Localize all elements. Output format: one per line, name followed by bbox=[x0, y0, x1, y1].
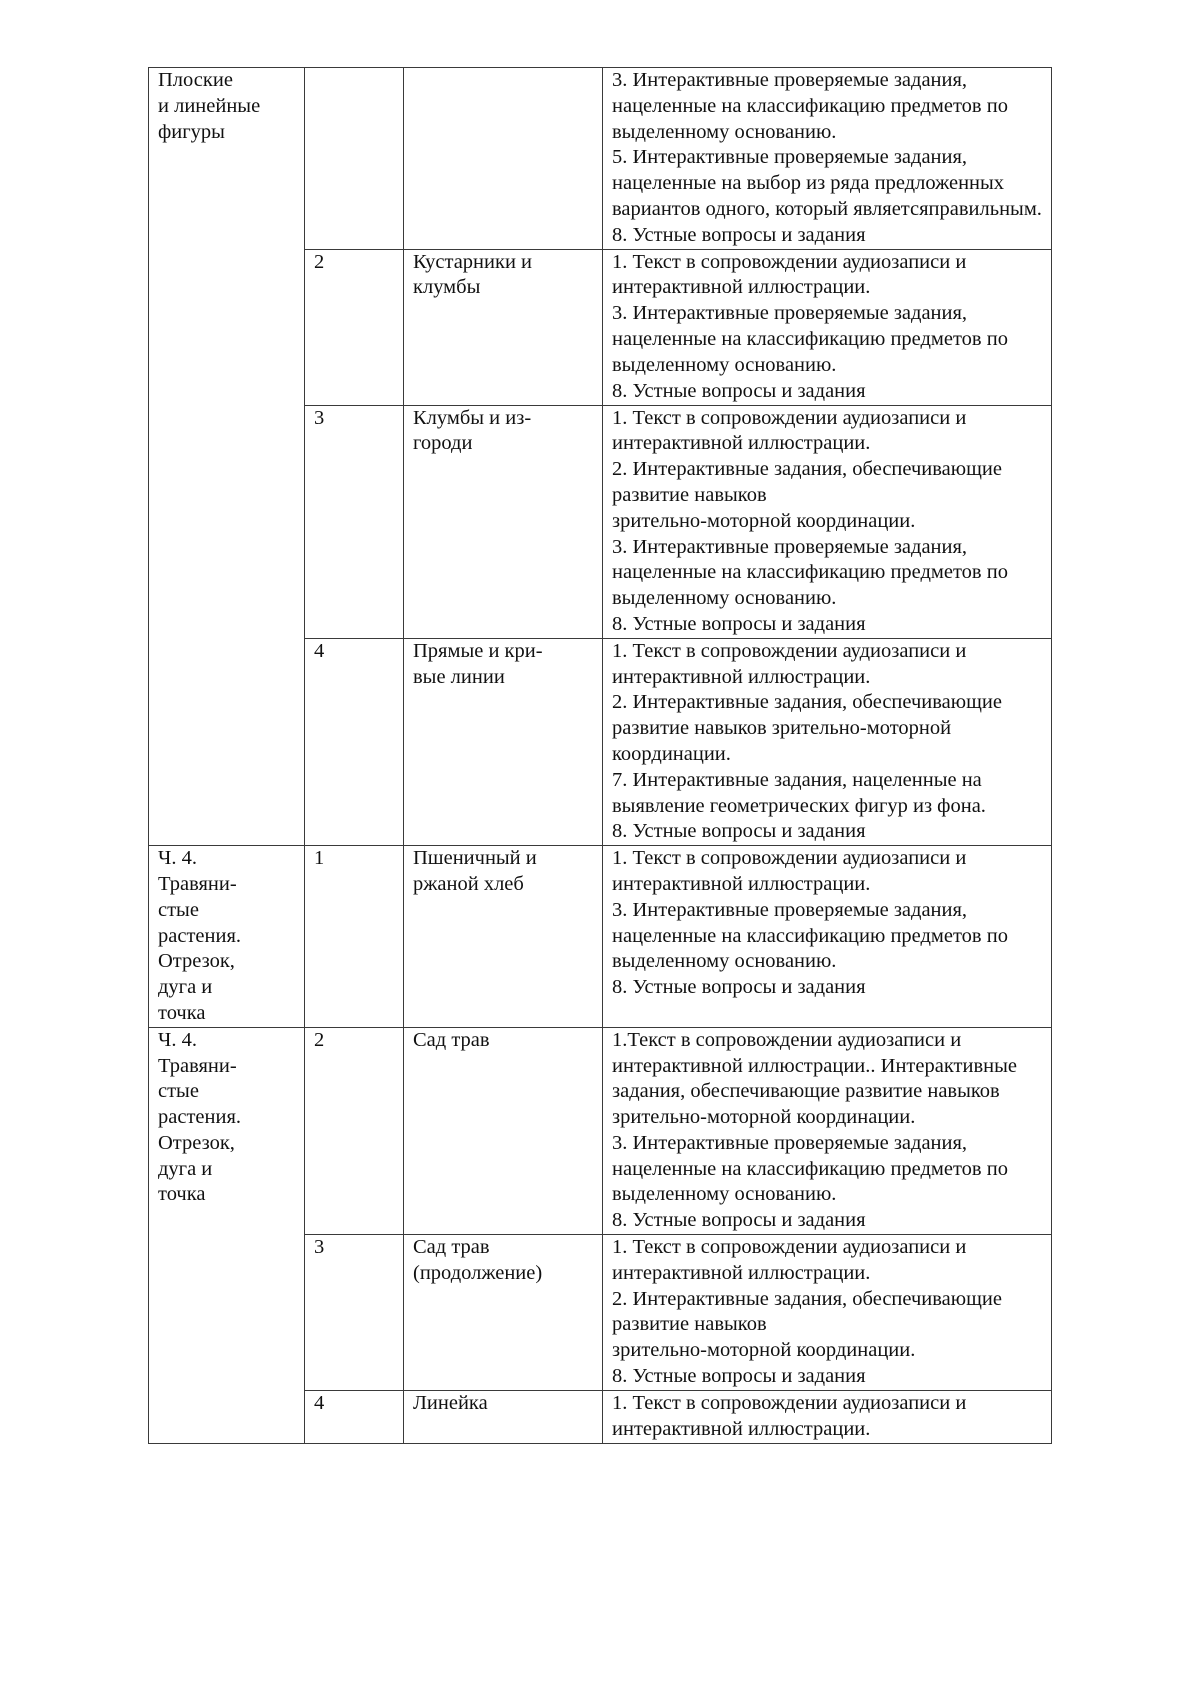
lesson-number-cell: 3 bbox=[305, 1235, 404, 1391]
content-line: 8. Устные вопросы и задания bbox=[612, 379, 866, 402]
topic-line: Травяни- bbox=[158, 1054, 237, 1077]
lesson-number-cell: 3 bbox=[305, 405, 404, 638]
topic-line: и линейные bbox=[158, 94, 261, 117]
content-line: 8. Устные вопросы и задания bbox=[612, 223, 866, 246]
lesson-content-cell bbox=[603, 846, 1052, 1028]
content-line: нацеленные на классификацию предметов по bbox=[612, 924, 1008, 947]
content-line: 1. Текст в сопровождении аудиозаписи и bbox=[612, 250, 967, 273]
topic-line: Травяни- bbox=[158, 872, 237, 895]
topic-line: фигуры bbox=[158, 120, 225, 143]
lesson-title-cell bbox=[404, 638, 603, 845]
lesson-number-cell: 4 bbox=[305, 1391, 404, 1444]
content-line: развитие навыков bbox=[612, 483, 767, 506]
content-line: 2. Интерактивные задания, обеспечивающие bbox=[612, 1287, 1002, 1310]
lesson-title-cell bbox=[404, 846, 603, 1028]
content-line: интерактивной иллюстрации. bbox=[612, 1261, 871, 1284]
content-line: зрительно-моторной координации. bbox=[612, 1339, 916, 1362]
title-line: Сад трав bbox=[413, 1236, 490, 1259]
lesson-number-cell: 4 bbox=[305, 638, 404, 845]
topic-cell bbox=[149, 68, 305, 846]
lesson-number-cell: 1 bbox=[305, 846, 404, 1028]
title-line: Сад трав bbox=[413, 1028, 490, 1051]
lesson-title-cell bbox=[404, 1391, 603, 1444]
topic-line: Плоские bbox=[158, 69, 233, 91]
title-line: Прямые и кри- bbox=[413, 639, 543, 662]
lesson-plan-table bbox=[148, 67, 1052, 1444]
content-line: выделенному основанию. bbox=[612, 587, 837, 610]
content-line: развитие навыков bbox=[612, 1313, 767, 1336]
content-line: 8. Устные вопросы и задания bbox=[612, 1209, 866, 1232]
content-line: зрительно-моторной координации. bbox=[612, 1106, 916, 1129]
content-line: развитие навыков зрительно-моторной bbox=[612, 717, 952, 740]
content-line: нацеленные на классификацию предметов по bbox=[612, 1157, 1008, 1180]
content-line: нацеленные на выбор из ряда предложенных bbox=[612, 172, 1005, 195]
title-line: Клумбы и из- bbox=[413, 406, 532, 429]
content-line: координации. bbox=[612, 742, 731, 765]
table-row bbox=[149, 1027, 1052, 1234]
title-line: вые линии bbox=[413, 665, 505, 688]
content-line: 3. Интерактивные проверяемые задания, bbox=[612, 535, 968, 558]
lesson-content-cell bbox=[603, 1235, 1052, 1391]
lesson-content-cell bbox=[603, 249, 1052, 405]
title-line: клумбы bbox=[413, 276, 481, 299]
lesson-content-cell bbox=[603, 405, 1052, 638]
content-line: 1. Текст в сопровождении аудиозаписи и bbox=[612, 639, 967, 662]
topic-line: дуга и bbox=[158, 976, 213, 999]
content-line: 1. Текст в сопровождении аудиозаписи и bbox=[612, 1236, 967, 1259]
title-line: Пшеничный и bbox=[413, 847, 537, 870]
content-line: 8. Устные вопросы и задания bbox=[612, 976, 866, 999]
content-line: интерактивной иллюстрации. bbox=[612, 665, 871, 688]
content-line: нацеленные на классификацию предметов по bbox=[612, 94, 1008, 117]
topic-line: Ч. 4. bbox=[158, 847, 197, 870]
content-line: нацеленные на классификацию предметов по bbox=[612, 561, 1008, 584]
content-line: выделенному основанию. bbox=[612, 353, 837, 376]
content-line: зрительно-моторной координации. bbox=[612, 509, 916, 532]
lesson-content-cell bbox=[603, 1391, 1052, 1444]
lesson-title-cell bbox=[404, 1235, 603, 1391]
lesson-title-cell bbox=[404, 1027, 603, 1234]
table-row bbox=[149, 68, 1052, 250]
content-line: 3. Интерактивные проверяемые задания, bbox=[612, 69, 968, 91]
lesson-title-cell bbox=[404, 68, 603, 250]
title-line: Кустарники и bbox=[413, 250, 533, 273]
content-line: интерактивной иллюстрации. bbox=[612, 1417, 871, 1440]
lesson-number-cell bbox=[305, 68, 404, 250]
content-line: выделенному основанию. bbox=[612, 950, 837, 973]
topic-line: Отрезок, bbox=[158, 1131, 235, 1154]
lesson-title-cell bbox=[404, 249, 603, 405]
topic-cell bbox=[149, 1027, 305, 1443]
topic-line: растения. bbox=[158, 1106, 242, 1129]
content-line: интерактивной иллюстрации. bbox=[612, 276, 871, 299]
content-line: 3. Интерактивные проверяемые задания, bbox=[612, 302, 968, 325]
title-line: Линейка bbox=[413, 1392, 488, 1415]
content-line: 7. Интерактивные задания, нацеленные на bbox=[612, 768, 982, 791]
lesson-content-cell bbox=[603, 1027, 1052, 1234]
content-line: 8. Устные вопросы и задания bbox=[612, 820, 866, 843]
topic-line: стые bbox=[158, 1080, 199, 1103]
lesson-content-cell bbox=[603, 68, 1052, 250]
topic-line: точка bbox=[158, 1001, 206, 1024]
lesson-content-cell bbox=[603, 638, 1052, 845]
table-row bbox=[149, 846, 1052, 1028]
title-line: ржаной хлеб bbox=[413, 872, 524, 895]
topic-line: дуга и bbox=[158, 1157, 213, 1180]
title-line: городи bbox=[413, 432, 473, 455]
content-line: 8. Устные вопросы и задания bbox=[612, 612, 866, 635]
content-line: интерактивной иллюстрации. bbox=[612, 872, 871, 895]
content-line: 2. Интерактивные задания, обеспечивающие bbox=[612, 691, 1002, 714]
content-line: 2. Интерактивные задания, обеспечивающие bbox=[612, 458, 1002, 481]
content-line: 3. Интерактивные проверяемые задания, bbox=[612, 898, 968, 921]
content-line: интерактивной иллюстрации.. Интерактивные bbox=[612, 1054, 1017, 1077]
content-line: 3. Интерактивные проверяемые задания, bbox=[612, 1131, 968, 1154]
topic-cell bbox=[149, 846, 305, 1028]
content-line: 1. Текст в сопровождении аудиозаписи и bbox=[612, 1392, 967, 1415]
content-line: вариантов одного, который являетсяправильным. bbox=[612, 197, 1042, 220]
topic-line: Ч. 4. bbox=[158, 1028, 197, 1051]
content-line: выявление геометрических фигур из фона. bbox=[612, 794, 986, 817]
topic-line: стые bbox=[158, 898, 199, 921]
title-line: (продолжение) bbox=[413, 1261, 543, 1284]
content-line: 5. Интерактивные проверяемые задания, bbox=[612, 146, 968, 169]
topic-line: Отрезок, bbox=[158, 950, 235, 973]
topic-line: растения. bbox=[158, 924, 242, 947]
content-line: 1. Текст в сопровождении аудиозаписи и bbox=[612, 406, 967, 429]
content-line: 1. Текст в сопровождении аудиозаписи и bbox=[612, 847, 967, 870]
lesson-title-cell bbox=[404, 405, 603, 638]
content-line: выделенному основанию. bbox=[612, 120, 837, 143]
content-line: 1.Текст в сопровождении аудиозаписи и bbox=[612, 1028, 962, 1051]
lesson-number-cell: 2 bbox=[305, 249, 404, 405]
content-line: выделенному основанию. bbox=[612, 1183, 837, 1206]
topic-line: точка bbox=[158, 1183, 206, 1206]
content-line: нацеленные на классификацию предметов по bbox=[612, 327, 1008, 350]
content-line: 8. Устные вопросы и задания bbox=[612, 1365, 866, 1388]
content-line: интерактивной иллюстрации. bbox=[612, 432, 871, 455]
content-line: задания, обеспечивающие развитие навыков bbox=[612, 1080, 1000, 1103]
lesson-number-cell: 2 bbox=[305, 1027, 404, 1234]
